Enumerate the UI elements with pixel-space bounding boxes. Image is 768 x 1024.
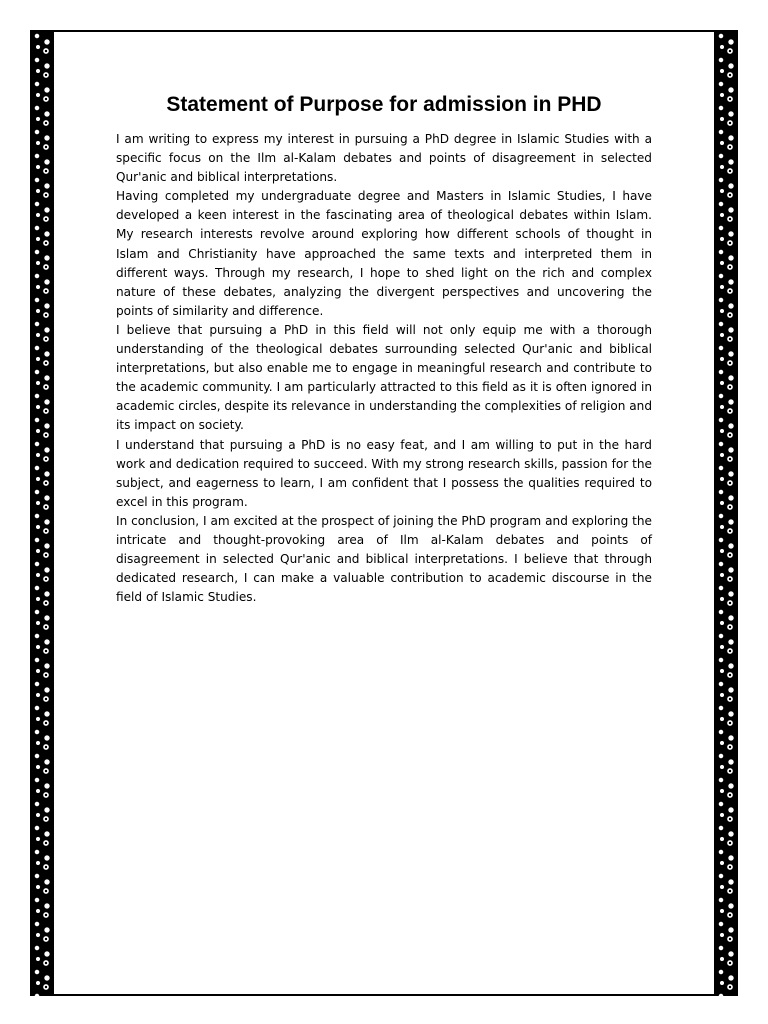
paragraph-background: Having completed my undergraduate degree and Masters in Islamic Studies, I have developed a keen interest in the fascinating area of theological debates within Islam. My research interests revolve around exploring how different schools of thought in Islam and Christianity have approached the same texts and interpreted them in different ways. Through my research, I hope to shed light on the rich and complex nature of these debates, analyzing the divergent perspectives and uncovering the points of similarity and difference.: [116, 189, 652, 318]
paragraph-conclusion: In conclusion, I am excited at the prospect of joining the PhD program and exploring the intricate and thought-provoking area of Ilm al-Kalam debates and points of disagreement in selected Qur'anic and biblical interpretations. I believe that through dedicated research, I can make a valuable contribution to academic discourse in the field of Islamic Studies.: [116, 513, 652, 605]
paragraph-intro: I am writing to express my interest in pursuing a PhD degree in Islamic Studies with a specific focus on the Ilm al-Kalam debates and points of disagreement in selected Qur'anic and biblical interpretations.: [116, 132, 652, 185]
floral-scroll-border-icon: [714, 30, 738, 996]
document-body: [116, 88, 652, 607]
paragraph-motivation: I believe that pursuing a PhD in this field will not only equip me with a thorough understanding of the theological debates surrounding selected Qur'anic and biblical interpretations, but also enable me to engage in meaningful research and contribute to the academic community. I am particularly attracted to this field as it is often ignored in academic circles, despite its relevance in understanding the complexities of religion and its impact on society.: [116, 322, 652, 433]
floral-scroll-border-icon: [30, 30, 54, 996]
paragraph-commitment: I understand that pursuing a PhD is no easy feat, and I am willing to put in the hard work and dedication required to succeed. With my strong research skills, passion for the subject, and eagerness to learn, I am confident that I possess the qualities required to excel in this program.: [116, 437, 652, 509]
document-title: Statement of Purpose for admission in PHD: [166, 93, 602, 116]
